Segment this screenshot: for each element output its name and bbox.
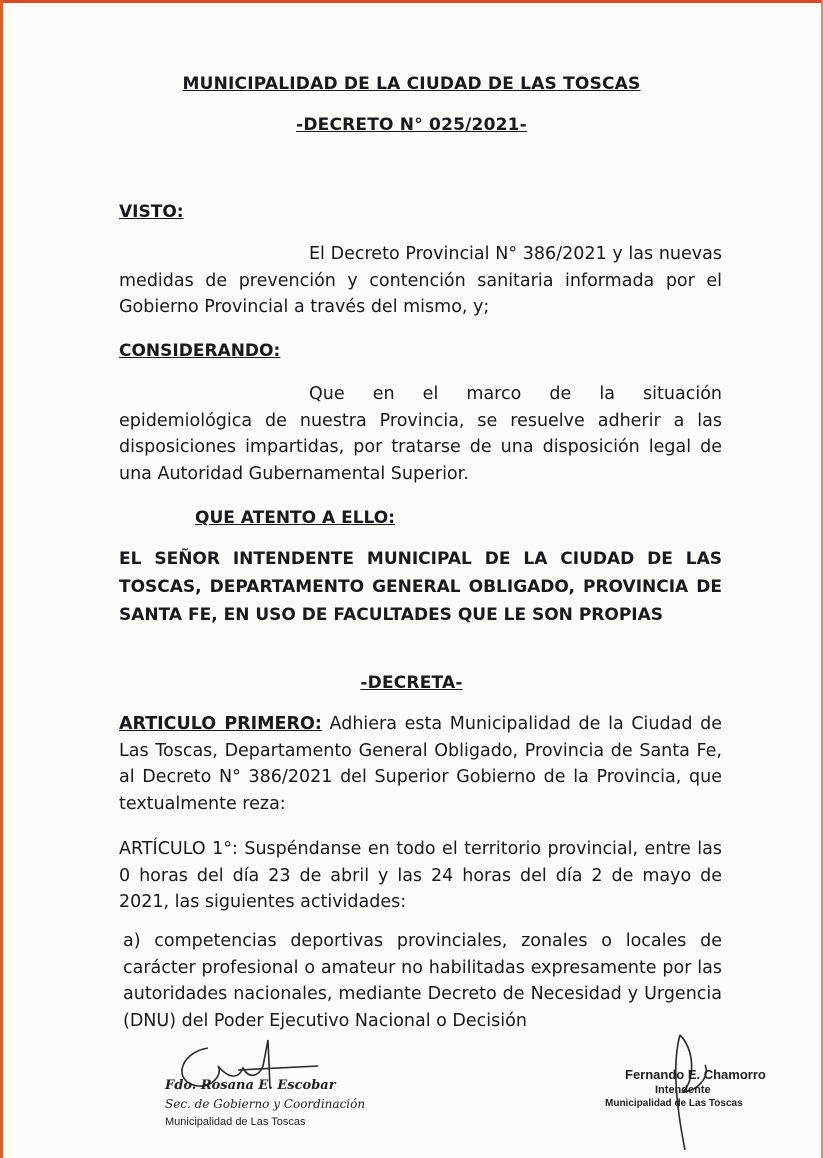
articulo-primero-label: ARTICULO PRIMERO: [119,714,322,734]
left-signature-org: Municipalidad de Las Toscas [165,1116,306,1128]
considerando-text: Que en el marco de la situación epidemiológica de nuestra Provincia, se resuelve adherir a las disposiciones impartidas, por tratarse de una disposición legal de una Autoridad Gubernamental Superior. [119,384,722,484]
articulo-primero-text: Adhiera esta Municipalidad de la Ciudad de Las Toscas, Departamento General Obligado, Provincia de Santa Fe, al Decreto N° 386/2021 del Superior Gobierno de la Provincia, que textualmente reza: [119,714,722,814]
right-signature-name: Fernando E. Chamorro [625,1067,766,1082]
visto-text: El Decreto Provincial N° 386/2021 y las nuevas medidas de prevención y contención sanitaria informada por el Gobierno Provincial a través del mismo, y; [119,244,722,317]
right-signature-org: Municipalidad de Las Toscas [605,1098,743,1109]
visto-heading: VISTO: [119,202,184,222]
left-signature-role: Sec. de Gobierno y Coordinación [165,1097,366,1111]
left-signature-name: Fdo. Rosana E. Escobar [165,1078,336,1093]
que-atento-heading: QUE ATENTO A ELLO: [195,508,396,528]
considerando-heading: CONSIDERANDO: [119,341,281,361]
right-signature-role: Intendente [655,1084,711,1096]
decreta-heading: -DECRETA- [360,673,463,693]
institution-title: MUNICIPALIDAD DE LA CIUDAD DE LAS TOSCAS [182,74,641,94]
articulo-primero [119,711,722,817]
decree-number: -DECRETO N° 025/2021- [296,115,527,135]
articulo-1-text: ARTÍCULO 1°: Suspéndanse en todo el territorio provincial, entre las 0 horas del día 23 de abril y las 24 horas del día 2 de mayo de 2021, las siguientes actividades: [119,839,722,912]
item-a-text: a) competencias deportivas provinciales, zonales o locales de carácter profesional o amateur no habilitadas expresamente por las autoridades nacionales, mediante Decreto de Necesidad y Urgencia (DNU) del Poder Ejecutivo Nacional o Decisión [123,931,722,1031]
authority-text: EL SEÑOR INTENDENTE MUNICIPAL DE LA CIUDAD DE LAS TOSCAS, DEPARTAMENTO GENERAL OBLIGADO, PROVINCIA DE SANTA FE, EN USO DE FACULTADES QUE LE SON PROPIAS [119,549,722,625]
